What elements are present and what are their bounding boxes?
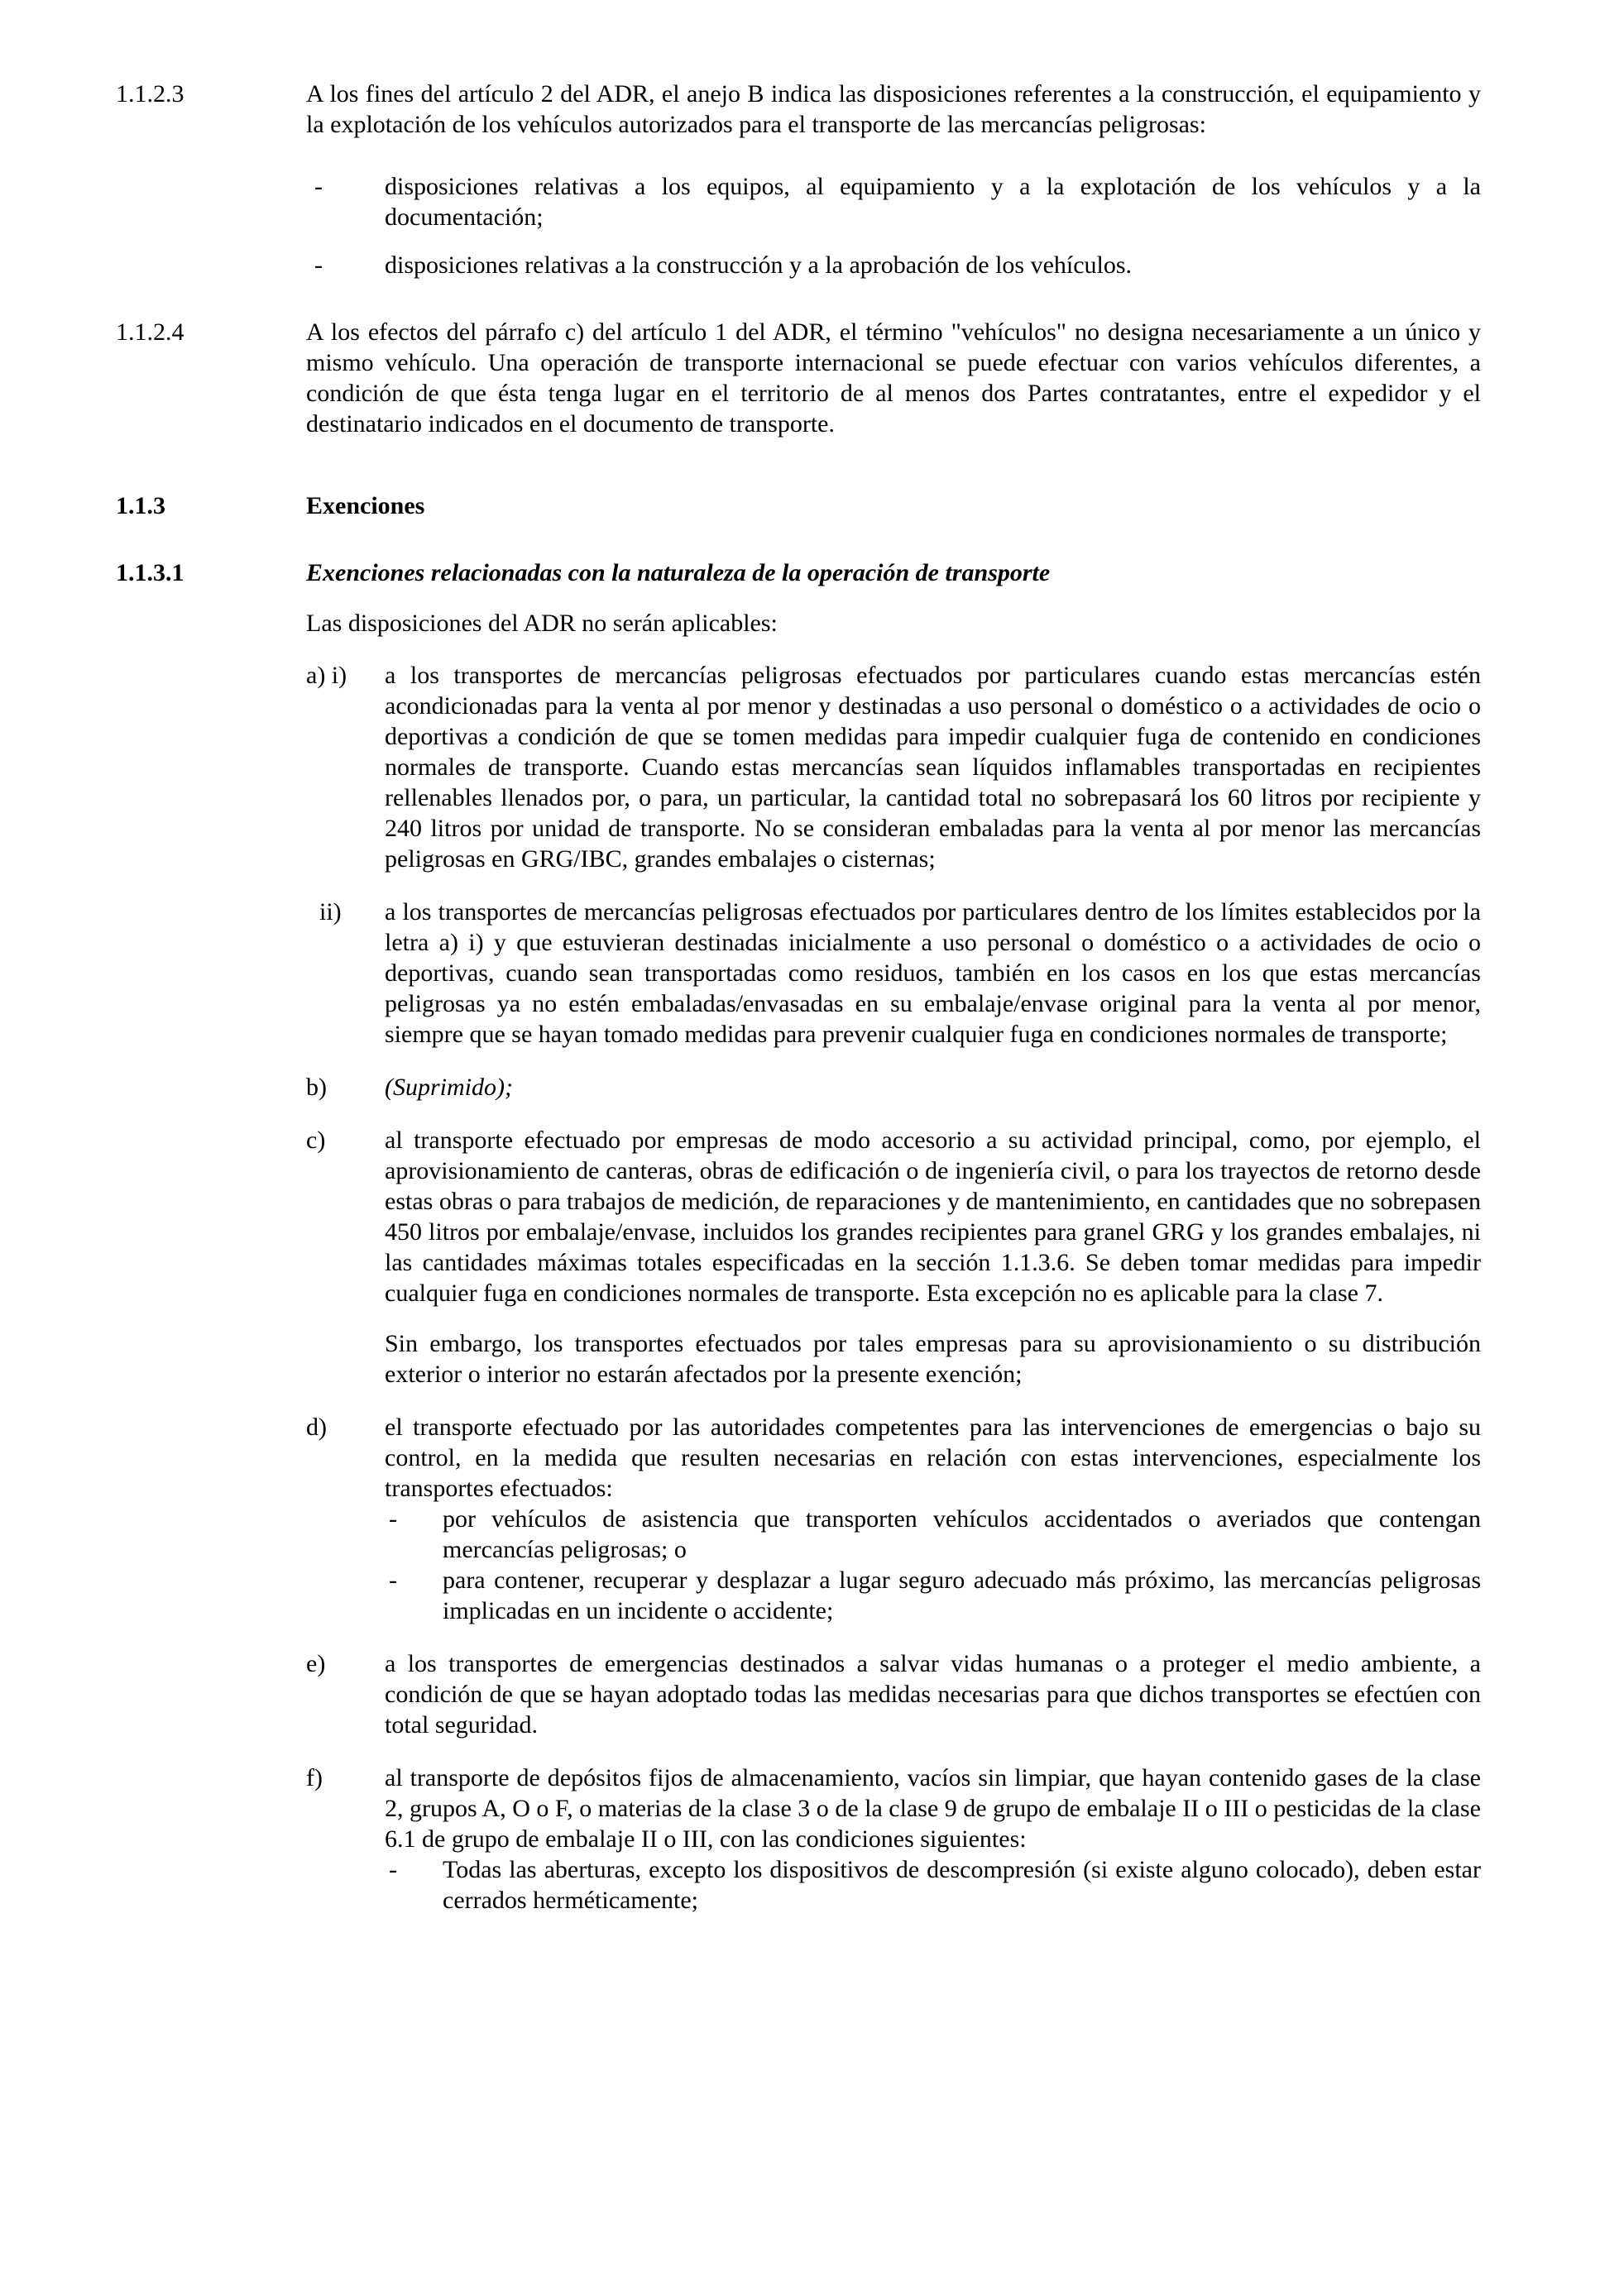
item-marker: c): [306, 1126, 326, 1154]
item-marker: ii): [319, 898, 342, 926]
section-1-1-3-1: [116, 557, 1481, 1916]
section-number: 1.1.3: [116, 492, 165, 519]
list-item-ii: [306, 897, 1481, 1050]
item-body: [385, 1763, 1481, 1916]
item-text: a los transportes de mercancías peligrosas efectuados por particulares cuando estas mercancías estén acondicionadas para la venta al por menor y destinadas a uso personal o doméstico o a actividades de ocio o deportivas a condición de que se tomen medidas para impedir cualquier fuga de contenido en condiciones normales de transporte. Cuando estas mercancías sean líquidos inflamables transportadas en recipientes rellenables llenados por, o para, un particular, la cantidad total no sobrepasará los 60 litros por recipiente y 240 litros por unidad de transporte. No se consideran embaladas para la venta al por menor las mercancías peligrosas en GRG/IBC, grandes embalajes o cisternas;: [385, 662, 1481, 873]
list-item: [389, 1854, 1481, 1916]
list-item-a-i: [306, 660, 1481, 874]
list-item-text: para contener, recuperar y desplazar a lugar seguro adecuado más próximo, las mercancías peligrosas implicadas en un incidente o accidente;: [443, 1567, 1481, 1624]
item-text: al transporte de depósitos fijos de almacenamiento, vacíos sin limpiar, que hayan contenido gases de la clase 2, grupos A, O o F, o materias de la clase 3 o de la clase 9 de grupo de embalaje II o III o pesticidas de la clase 6.1 de grupo de embalaje II o III, con las condiciones siguientes:: [385, 1764, 1481, 1853]
item-marker: a) i): [306, 662, 347, 689]
section-body: [306, 317, 1481, 439]
list-item: [389, 1504, 1481, 1565]
section-number: 1.1.2.4: [116, 318, 184, 346]
sub-dash-list: [389, 1504, 1481, 1626]
dash-marker: -: [314, 173, 323, 200]
section-body: [306, 79, 1481, 280]
item-marker: b): [306, 1074, 327, 1101]
list-item-text: por vehículos de asistencia que transporten vehículos accidentados o averiados que contengan mercancías peligrosas; o: [443, 1505, 1481, 1563]
dash-marker: -: [389, 1505, 397, 1533]
dash-list: [314, 171, 1481, 280]
dash-marker: -: [314, 251, 323, 279]
item-text: a los transportes de mercancías peligrosas efectuados por particulares dentro de los límites establecidos por la letra a) i) y que estuvieran destinadas inicialmente a uso personal o doméstico o a actividades de ocio o deportivas, cuando sean transportadas como residuos, también en los casos en los que estas mercancías peligrosas ya no estén embaladas/envasadas en su embalaje/envase original para la venta al por menor, siempre que se hayan tomado medidas para prevenir cualquier fuga en condiciones normales de transporte;: [385, 898, 1481, 1048]
list-item-text: disposiciones relativas a la construcción y a la aprobación de los vehículos.: [385, 251, 1133, 279]
dash-marker: -: [389, 1567, 397, 1594]
list-item: [314, 171, 1481, 232]
list-item-c: [306, 1125, 1481, 1390]
list-item-text: Todas las aberturas, excepto los dispositivos de descompresión (si existe alguno colocado), deben estar cerrados herméticamente;: [443, 1856, 1481, 1914]
section-number: 1.1.2.3: [116, 80, 184, 108]
item-marker: e): [306, 1650, 326, 1677]
sub-dash-list: [389, 1854, 1481, 1916]
section-1-1-3: [116, 490, 1481, 521]
section-paragraph: A los efectos del párrafo c) del artículo 1 del ADR, el término "vehículos" no designa necesariamente a un único y mismo vehículo. Una operación de transporte internacional se puede efectuar con varios vehículos diferentes, a condición de que ésta tenga lugar en el territorio de al menos dos Partes contratantes, entre el expedidor y el destinatario indicados en el documento de transporte.: [306, 318, 1481, 438]
list-item: [389, 1565, 1481, 1626]
lettered-list: [306, 660, 1481, 1916]
section-body: [306, 490, 1481, 521]
section-heading: Exenciones: [306, 492, 425, 519]
list-item-f: [306, 1763, 1481, 1916]
item-body: [385, 1412, 1481, 1626]
section-body: [306, 557, 1481, 1916]
item-marker: d): [306, 1413, 327, 1441]
item-text: el transporte efectuado por las autoridades competentes para las intervenciones de emergencias o bajo su control, en la medida que resulten necesarias en relación con estas intervenciones, especialmente los transportes efectuados:: [385, 1413, 1481, 1502]
list-item-text: disposiciones relativas a los equipos, al equipamiento y a la explotación de los vehículos y a la documentación;: [385, 173, 1481, 231]
item-continuation: Sin embargo, los transportes efectuados por tales empresas para su aprovisionamiento o su distribución exterior o interior no estarán afectados por la presente exención;: [385, 1330, 1481, 1388]
item-text: a los transportes de emergencias destinados a salvar vidas humanas o a proteger el medio ambiente, a condición de que se hayan adoptado todas las medidas necesarias para que dichos transportes se efectúen con total seguridad.: [385, 1650, 1481, 1739]
list-item-d: [306, 1412, 1481, 1626]
list-item: [314, 250, 1481, 280]
section-paragraph: A los fines del artículo 2 del ADR, el anejo B indica las disposiciones referentes a la construcción, el equipamiento y la explotación de los vehículos autorizados para el transporte de las mercancías peligrosas:: [306, 80, 1481, 138]
item-text: (Suprimido);: [385, 1074, 513, 1101]
section-1-1-2-4: [116, 317, 1481, 439]
section-1-1-2-3: [116, 79, 1481, 280]
dash-marker: -: [389, 1856, 397, 1883]
section-heading: Exenciones relacionadas con la naturaleza de la operación de transporte: [306, 559, 1051, 586]
section-intro: Las disposiciones del ADR no serán aplicables:: [306, 610, 778, 637]
item-marker: f): [306, 1764, 323, 1791]
item-body: [385, 1125, 1481, 1390]
item-text: al transporte efectuado por empresas de modo accesorio a su actividad principal, como, por ejemplo, el aprovisionamiento de canteras, obras de edificación o de ingeniería civil, o para los trayectos de retorno desde estas obras o para trabajos de medición, de reparaciones y de mantenimiento, en cantidades que no sobrepasen 450 litros por embalaje/envase, incluidos los grandes recipientes para granel GRG y los grandes embalajes, ni las cantidades máximas totales especificadas en la sección 1.1.3.6. Se deben tomar medidas para impedir cualquier fuga en condiciones normales de transporte. Esta excepción no es aplicable para la clase 7.: [385, 1126, 1481, 1307]
section-number: 1.1.3.1: [116, 559, 184, 586]
list-item-b: [306, 1072, 1481, 1103]
list-item-e: [306, 1648, 1481, 1740]
